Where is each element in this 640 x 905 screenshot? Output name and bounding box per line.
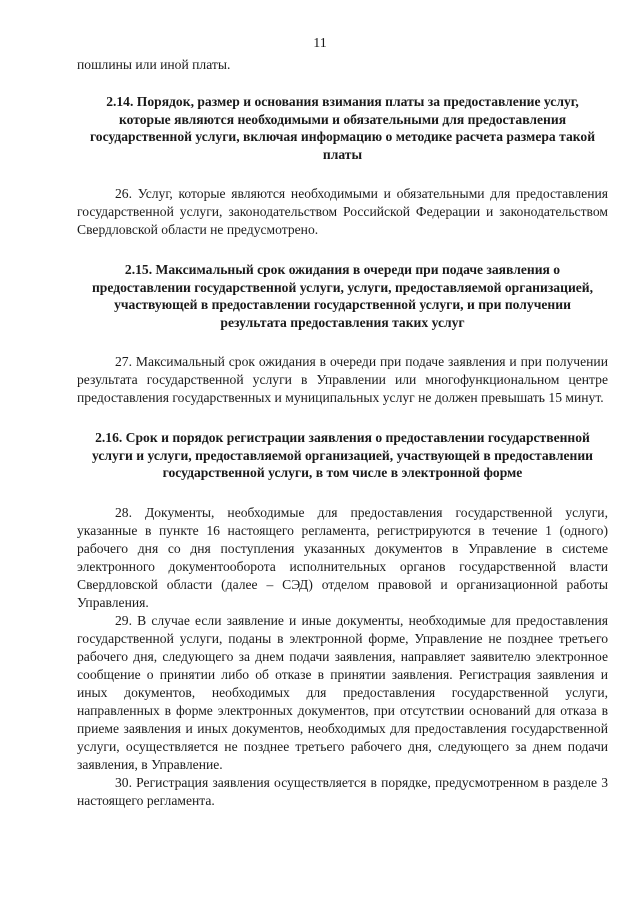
- section-heading-2-15: 2.15. Максимальный срок ожидания в очереди при подаче заявления о предоставлении государственной услуги, услуги, предоставляемой организацией, участвующей в предоставлении государственной услуги, и при получении результата предоставления таких услуг: [91, 262, 594, 330]
- page-number: 11: [313, 36, 327, 51]
- section-heading-2-16: 2.16. Срок и порядок регистрации заявления о предоставлении государственной услуги и услуги, предоставляемой организацией, участвующей в предоставлении государственной услуги, в том числе в электронной форме: [92, 430, 593, 480]
- paragraph-30: 30. Регистрация заявления осуществляется в порядке, предусмотренном в разделе 3 настоящего регламента.: [77, 774, 608, 808]
- section-heading-2-14: 2.14. Порядок, размер и основания взимания платы за предоставление услуг, которые являются необходимыми и обязательными для предоставления государственной услуги, включая информацию о методике расчета размера такой платы: [89, 94, 596, 162]
- paragraph-26: 26. Услуг, которые являются необходимыми и обязательными для предоставления государственной услуги, законодательством Российской Федерации и законодательством Свердловской области не предусмотрено.: [77, 186, 608, 237]
- intro-text: пошлины или иной платы.: [77, 57, 231, 72]
- paragraph-28: 28. Документы, необходимые для предоставления государственной услуги, указанные в пункте 16 настоящего регламента, регистрируются в течение 1 (одного) рабочего дня со дня поступления указанных документов в Управление в системе электронного документооборота исполнительных органов государственной власти Свердловской области (далее – СЭД) отделом правовой и организационной работы Управления.: [77, 504, 608, 610]
- paragraph-29: 29. В случае если заявление и иные документы, необходимые для предоставления государственной услуги, поданы в электронной форме, Управление не позднее третьего рабочего дня, следующего за днем подачи заявления, направляет заявителю электронное сообщение о принятии либо об отказе в принятии заявления. Регистрация заявления и иных документов, необходимых для предоставления государственной услуги, направленных в форме электронных документов, при отсутствии оснований для отказа в приеме заявления и иных документов, необходимых для предоставления государственной услуги, осуществляется не позднее третьего рабочего дня, следующего за днем подачи заявления, в Управление.: [77, 612, 608, 772]
- paragraph-27: 27. Максимальный срок ожидания в очереди при подаче заявления и при получении результата государственной услуги в Управлении или многофункциональном центре предоставления государственных и муниципальных услуг не должен превышать 15 минут.: [77, 354, 608, 405]
- document-body: [77, 56, 608, 810]
